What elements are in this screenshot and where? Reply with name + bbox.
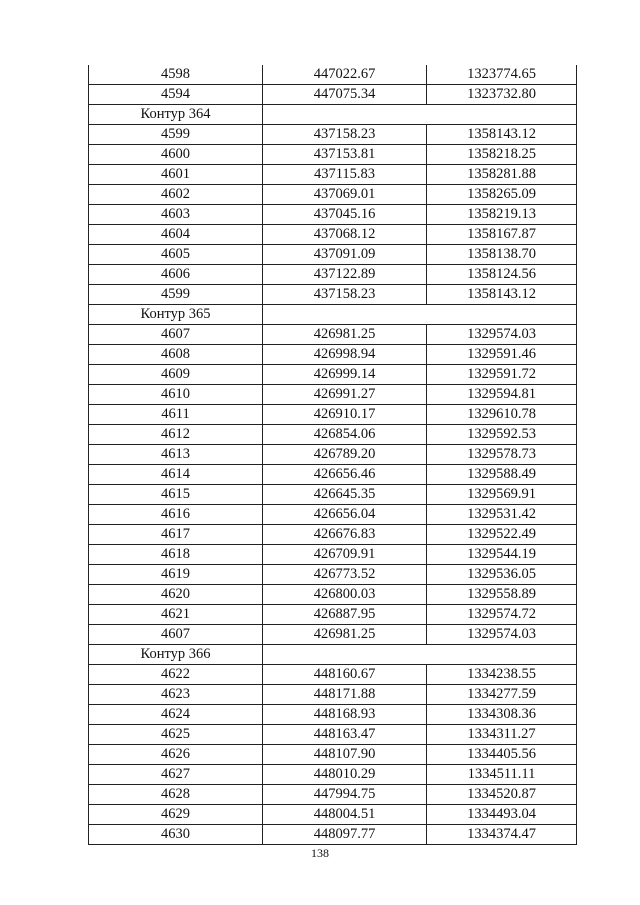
point-number-cell: 4613 xyxy=(89,445,263,465)
point-number-cell: 4629 xyxy=(89,805,263,825)
y-coordinate-cell: 1358143.12 xyxy=(427,125,577,145)
y-coordinate-cell: 1329574.03 xyxy=(427,625,577,645)
y-coordinate-cell: 1329574.03 xyxy=(427,325,577,345)
x-coordinate-cell: 437122.89 xyxy=(263,265,427,285)
point-number-cell: 4602 xyxy=(89,185,263,205)
x-coordinate-cell: 426773.52 xyxy=(263,565,427,585)
y-coordinate-cell: 1329591.46 xyxy=(427,345,577,365)
y-coordinate-cell: 1334238.55 xyxy=(427,665,577,685)
table-row xyxy=(89,625,577,645)
contour-label: Контур 365 xyxy=(89,305,263,325)
table-row xyxy=(89,165,577,185)
y-coordinate-cell: 1329578.73 xyxy=(427,445,577,465)
table-row xyxy=(89,65,577,85)
x-coordinate-cell: 437115.83 xyxy=(263,165,427,185)
table-row xyxy=(89,605,577,625)
point-number-cell: 4605 xyxy=(89,245,263,265)
y-coordinate-cell: 1358219.13 xyxy=(427,205,577,225)
table-row xyxy=(89,425,577,445)
table-row xyxy=(89,785,577,805)
x-coordinate-cell: 437153.81 xyxy=(263,145,427,165)
x-coordinate-cell: 447994.75 xyxy=(263,785,427,805)
contour-label: Контур 364 xyxy=(89,105,263,125)
x-coordinate-cell: 426789.20 xyxy=(263,445,427,465)
table-row xyxy=(89,765,577,785)
contour-empty-cell xyxy=(263,645,577,665)
table-row xyxy=(89,445,577,465)
point-number-cell: 4609 xyxy=(89,365,263,385)
x-coordinate-cell: 426991.27 xyxy=(263,385,427,405)
contour-label: Контур 366 xyxy=(89,645,263,665)
y-coordinate-cell: 1329610.78 xyxy=(427,405,577,425)
point-number-cell: 4608 xyxy=(89,345,263,365)
table-row xyxy=(89,665,577,685)
y-coordinate-cell: 1329594.81 xyxy=(427,385,577,405)
point-number-cell: 4601 xyxy=(89,165,263,185)
point-number-cell: 4628 xyxy=(89,785,263,805)
point-number-cell: 4606 xyxy=(89,265,263,285)
y-coordinate-cell: 1358281.88 xyxy=(427,165,577,185)
x-coordinate-cell: 448097.77 xyxy=(263,825,427,845)
y-coordinate-cell: 1334277.59 xyxy=(427,685,577,705)
table-row xyxy=(89,585,577,605)
coordinates-table-body xyxy=(89,65,577,845)
table-row xyxy=(89,125,577,145)
point-number-cell: 4607 xyxy=(89,625,263,645)
point-number-cell: 4626 xyxy=(89,745,263,765)
table-row xyxy=(89,245,577,265)
contour-empty-cell xyxy=(263,305,577,325)
x-coordinate-cell: 448171.88 xyxy=(263,685,427,705)
y-coordinate-cell: 1329522.49 xyxy=(427,525,577,545)
point-number-cell: 4625 xyxy=(89,725,263,745)
x-coordinate-cell: 426998.94 xyxy=(263,345,427,365)
point-number-cell: 4614 xyxy=(89,465,263,485)
y-coordinate-cell: 1358218.25 xyxy=(427,145,577,165)
x-coordinate-cell: 448163.47 xyxy=(263,725,427,745)
contour-empty-cell xyxy=(263,105,577,125)
y-coordinate-cell: 1329574.72 xyxy=(427,605,577,625)
x-coordinate-cell: 437069.01 xyxy=(263,185,427,205)
table-row xyxy=(89,345,577,365)
y-coordinate-cell: 1329588.49 xyxy=(427,465,577,485)
x-coordinate-cell: 437045.16 xyxy=(263,205,427,225)
y-coordinate-cell: 1334493.04 xyxy=(427,805,577,825)
point-number-cell: 4618 xyxy=(89,545,263,565)
table-row xyxy=(89,325,577,345)
x-coordinate-cell: 448160.67 xyxy=(263,665,427,685)
table-row xyxy=(89,145,577,165)
point-number-cell: 4615 xyxy=(89,485,263,505)
point-number-cell: 4630 xyxy=(89,825,263,845)
contour-header-row xyxy=(89,645,577,665)
point-number-cell: 4619 xyxy=(89,565,263,585)
table-row xyxy=(89,745,577,765)
point-number-cell: 4622 xyxy=(89,665,263,685)
x-coordinate-cell: 437158.23 xyxy=(263,285,427,305)
y-coordinate-cell: 1358138.70 xyxy=(427,245,577,265)
table-row xyxy=(89,565,577,585)
point-number-cell: 4620 xyxy=(89,585,263,605)
x-coordinate-cell: 426981.25 xyxy=(263,625,427,645)
y-coordinate-cell: 1358167.87 xyxy=(427,225,577,245)
point-number-cell: 4603 xyxy=(89,205,263,225)
y-coordinate-cell: 1329536.05 xyxy=(427,565,577,585)
x-coordinate-cell: 447075.34 xyxy=(263,85,427,105)
page-number: 138 xyxy=(311,846,329,860)
point-number-cell: 4607 xyxy=(89,325,263,345)
x-coordinate-cell: 437091.09 xyxy=(263,245,427,265)
point-number-cell: 4627 xyxy=(89,765,263,785)
coordinates-table xyxy=(88,65,577,845)
table-row xyxy=(89,505,577,525)
y-coordinate-cell: 1329544.19 xyxy=(427,545,577,565)
point-number-cell: 4617 xyxy=(89,525,263,545)
y-coordinate-cell: 1334308.36 xyxy=(427,705,577,725)
table-row xyxy=(89,545,577,565)
y-coordinate-cell: 1329558.89 xyxy=(427,585,577,605)
table-row xyxy=(89,265,577,285)
x-coordinate-cell: 426645.35 xyxy=(263,485,427,505)
y-coordinate-cell: 1334311.27 xyxy=(427,725,577,745)
y-coordinate-cell: 1323774.65 xyxy=(427,65,577,85)
y-coordinate-cell: 1329592.53 xyxy=(427,425,577,445)
x-coordinate-cell: 447022.67 xyxy=(263,65,427,85)
x-coordinate-cell: 448168.93 xyxy=(263,705,427,725)
y-coordinate-cell: 1334511.11 xyxy=(427,765,577,785)
y-coordinate-cell: 1329531.42 xyxy=(427,505,577,525)
x-coordinate-cell: 448107.90 xyxy=(263,745,427,765)
contour-header-row xyxy=(89,105,577,125)
table-row xyxy=(89,725,577,745)
point-number-cell: 4598 xyxy=(89,65,263,85)
y-coordinate-cell: 1358124.56 xyxy=(427,265,577,285)
y-coordinate-cell: 1358265.09 xyxy=(427,185,577,205)
table-row xyxy=(89,825,577,845)
point-number-cell: 4611 xyxy=(89,405,263,425)
y-coordinate-cell: 1334405.56 xyxy=(427,745,577,765)
point-number-cell: 4623 xyxy=(89,685,263,705)
x-coordinate-cell: 426910.17 xyxy=(263,405,427,425)
table-row xyxy=(89,805,577,825)
contour-header-row xyxy=(89,305,577,325)
table-row xyxy=(89,225,577,245)
y-coordinate-cell: 1334520.87 xyxy=(427,785,577,805)
x-coordinate-cell: 437158.23 xyxy=(263,125,427,145)
table-row xyxy=(89,465,577,485)
x-coordinate-cell: 448004.51 xyxy=(263,805,427,825)
x-coordinate-cell: 437068.12 xyxy=(263,225,427,245)
x-coordinate-cell: 448010.29 xyxy=(263,765,427,785)
x-coordinate-cell: 426999.14 xyxy=(263,365,427,385)
point-number-cell: 4610 xyxy=(89,385,263,405)
x-coordinate-cell: 426981.25 xyxy=(263,325,427,345)
point-number-cell: 4616 xyxy=(89,505,263,525)
table-row xyxy=(89,705,577,725)
point-number-cell: 4599 xyxy=(89,285,263,305)
x-coordinate-cell: 426854.06 xyxy=(263,425,427,445)
y-coordinate-cell: 1329569.91 xyxy=(427,485,577,505)
x-coordinate-cell: 426656.04 xyxy=(263,505,427,525)
x-coordinate-cell: 426800.03 xyxy=(263,585,427,605)
table-row xyxy=(89,285,577,305)
table-row xyxy=(89,205,577,225)
table-row xyxy=(89,525,577,545)
table-row xyxy=(89,365,577,385)
table-row xyxy=(89,385,577,405)
point-number-cell: 4599 xyxy=(89,125,263,145)
x-coordinate-cell: 426656.46 xyxy=(263,465,427,485)
x-coordinate-cell: 426887.95 xyxy=(263,605,427,625)
point-number-cell: 4621 xyxy=(89,605,263,625)
table-row xyxy=(89,405,577,425)
coordinates-table-container xyxy=(88,65,576,845)
point-number-cell: 4624 xyxy=(89,705,263,725)
point-number-cell: 4612 xyxy=(89,425,263,445)
table-row xyxy=(89,485,577,505)
x-coordinate-cell: 426709.91 xyxy=(263,545,427,565)
table-row xyxy=(89,85,577,105)
point-number-cell: 4594 xyxy=(89,85,263,105)
y-coordinate-cell: 1323732.80 xyxy=(427,85,577,105)
x-coordinate-cell: 426676.83 xyxy=(263,525,427,545)
point-number-cell: 4604 xyxy=(89,225,263,245)
table-row xyxy=(89,685,577,705)
y-coordinate-cell: 1329591.72 xyxy=(427,365,577,385)
point-number-cell: 4600 xyxy=(89,145,263,165)
y-coordinate-cell: 1334374.47 xyxy=(427,825,577,845)
y-coordinate-cell: 1358143.12 xyxy=(427,285,577,305)
table-row xyxy=(89,185,577,205)
